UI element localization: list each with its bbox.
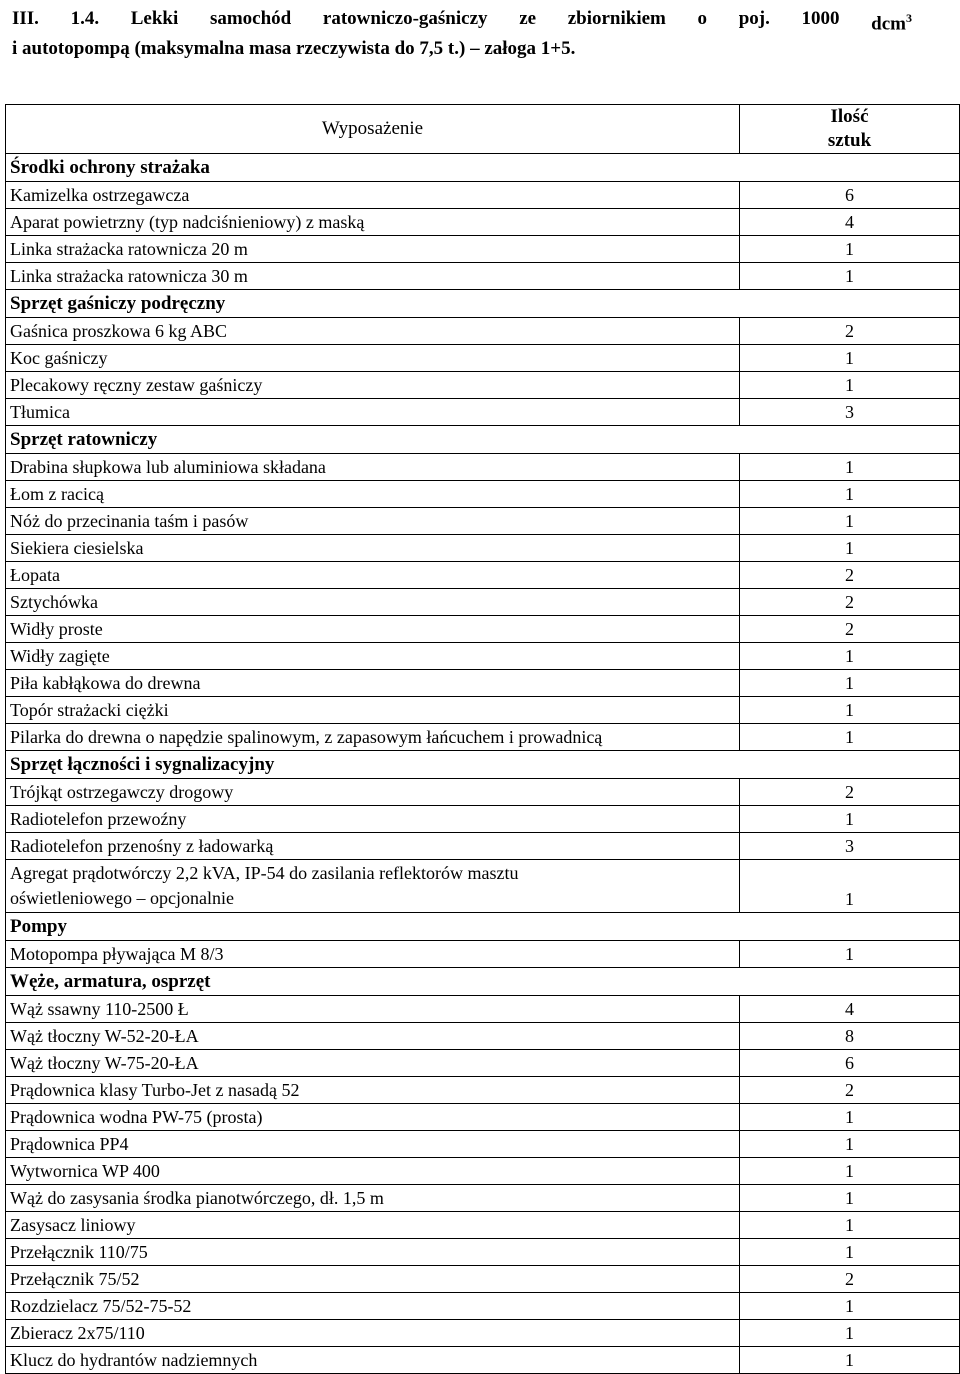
section-row xyxy=(6,154,960,182)
table-row xyxy=(6,697,960,724)
table-row xyxy=(6,263,960,290)
item-name: Przełącznik 110/75 xyxy=(6,1239,740,1266)
item-quantity: 1 xyxy=(740,1158,960,1185)
item-name: Linka strażacka ratownicza 30 m xyxy=(6,263,740,290)
item-quantity: 1 xyxy=(740,1212,960,1239)
item-name: Radiotelefon przenośny z ładowarką xyxy=(6,833,740,860)
item-name: Aparat powietrzny (typ nadciśnieniowy) z maską xyxy=(6,209,740,236)
table-row xyxy=(6,236,960,263)
item-name: Kamizelka ostrzegawcza xyxy=(6,182,740,209)
item-quantity: 6 xyxy=(740,1050,960,1077)
item-name: Klucz do hydrantów nadziemnych xyxy=(6,1347,740,1374)
table-row xyxy=(6,399,960,426)
title-word: ze xyxy=(519,8,537,29)
table-row xyxy=(6,318,960,345)
item-name: Nóż do przecinania taśm i pasów xyxy=(6,508,740,535)
document-title xyxy=(12,6,912,61)
item-quantity: 1 xyxy=(740,724,960,751)
table-row xyxy=(6,1212,960,1239)
item-name: Wąż tłoczny W-52-20-ŁA xyxy=(6,1023,740,1050)
table-row xyxy=(6,1185,960,1212)
table-row xyxy=(6,1104,960,1131)
table-row xyxy=(6,1023,960,1050)
item-quantity: 1 xyxy=(740,345,960,372)
item-quantity: 1 xyxy=(740,1104,960,1131)
section-row xyxy=(6,751,960,779)
header-equipment: Wyposażenie xyxy=(6,105,740,154)
table-row xyxy=(6,643,960,670)
item-quantity: 1 xyxy=(740,1293,960,1320)
header-quantity xyxy=(740,105,960,154)
table-row xyxy=(6,941,960,968)
table-row xyxy=(6,589,960,616)
section-row xyxy=(6,913,960,941)
title-word: 1.4. xyxy=(70,8,100,29)
section-heading: Sprzęt ratowniczy xyxy=(6,426,960,454)
title-unit-exponent: 3 xyxy=(906,11,912,25)
item-quantity: 8 xyxy=(740,1023,960,1050)
item-quantity: 1 xyxy=(740,372,960,399)
section-heading: Środki ochrony strażaka xyxy=(6,154,960,182)
table-row xyxy=(6,1131,960,1158)
item-name: Linka strażacka ratownicza 20 m xyxy=(6,236,740,263)
item-name-line2: oświetleniowego – opcjonalnie xyxy=(10,888,234,908)
item-quantity: 1 xyxy=(740,941,960,968)
item-quantity: 1 xyxy=(740,535,960,562)
item-name: Rozdzielacz 75/52-75-52 xyxy=(6,1293,740,1320)
table-row xyxy=(6,779,960,806)
item-quantity: 1 xyxy=(740,1347,960,1374)
item-quantity: 1 xyxy=(740,643,960,670)
item-quantity: 2 xyxy=(740,589,960,616)
item-name: Siekiera ciesielska xyxy=(6,535,740,562)
item-name: Motopompa pływająca M 8/3 xyxy=(6,941,740,968)
item-name: Plecakowy ręczny zestaw gaśniczy xyxy=(6,372,740,399)
table-row xyxy=(6,209,960,236)
table-row xyxy=(6,372,960,399)
item-name: Tłumica xyxy=(6,399,740,426)
item-quantity: 3 xyxy=(740,399,960,426)
table-row xyxy=(6,996,960,1023)
title-word: Lekki xyxy=(130,8,179,29)
item-quantity: 2 xyxy=(740,616,960,643)
item-name-line1: Agregat prądotwórczy 2,2 kVA, IP-54 do zasilania reflektorów masztu xyxy=(10,863,519,883)
table-row xyxy=(6,1158,960,1185)
table-row xyxy=(6,535,960,562)
item-quantity: 2 xyxy=(740,318,960,345)
item-name: Zasysacz liniowy xyxy=(6,1212,740,1239)
header-quantity-line2: sztuk xyxy=(827,130,872,151)
section-heading: Pompy xyxy=(6,913,960,941)
table-row xyxy=(6,345,960,372)
item-quantity: 1 xyxy=(740,1239,960,1266)
table-row xyxy=(6,724,960,751)
section-heading: Sprzęt gaśniczy podręczny xyxy=(6,290,960,318)
item-quantity: 2 xyxy=(740,1266,960,1293)
item-quantity: 1 xyxy=(740,1185,960,1212)
table-row xyxy=(6,454,960,481)
item-quantity: 1 xyxy=(740,454,960,481)
item-name: Łom z racicą xyxy=(6,481,740,508)
table-row xyxy=(6,508,960,535)
item-quantity: 6 xyxy=(740,182,960,209)
item-name: Wąż tłoczny W-75-20-ŁA xyxy=(6,1050,740,1077)
item-quantity: 1 xyxy=(740,670,960,697)
item-name: Łopata xyxy=(6,562,740,589)
item-name: Wąż ssawny 110-2500 Ł xyxy=(6,996,740,1023)
item-name: Topór strażacki ciężki xyxy=(6,697,740,724)
title-line-1 xyxy=(12,6,912,36)
table-row xyxy=(6,1050,960,1077)
table-row xyxy=(6,1320,960,1347)
title-unit: dcm xyxy=(871,13,906,35)
item-quantity: 1 xyxy=(740,806,960,833)
title-word: ratowniczo-gaśniczy xyxy=(322,8,488,29)
item-quantity: 1 xyxy=(740,860,960,913)
header-quantity-line1: Ilość xyxy=(830,106,869,127)
item-name: Pilarka do drewna o napędzie spalinowym, z zapasowym łańcuchem i prowadnicą xyxy=(6,724,740,751)
title-word: samochód xyxy=(209,8,292,29)
table-row xyxy=(6,860,960,913)
title-word: 1000 xyxy=(801,8,840,29)
title-word: o xyxy=(697,8,708,29)
item-quantity: 1 xyxy=(740,481,960,508)
table-row xyxy=(6,806,960,833)
table-row xyxy=(6,833,960,860)
table-row xyxy=(6,1077,960,1104)
item-quantity: 2 xyxy=(740,562,960,589)
table-row xyxy=(6,1266,960,1293)
table-header-row xyxy=(6,105,960,154)
item-name: Prądownica klasy Turbo-Jet z nasadą 52 xyxy=(6,1077,740,1104)
item-quantity: 2 xyxy=(740,1077,960,1104)
item-name: Przełącznik 75/52 xyxy=(6,1266,740,1293)
item-quantity: 1 xyxy=(740,508,960,535)
item-name: Wąż do zasysania środka pianotwórczego, dł. 1,5 m xyxy=(6,1185,740,1212)
title-word: poj. xyxy=(738,8,770,29)
item-name: Gaśnica proszkowa 6 kg ABC xyxy=(6,318,740,345)
item-name: Radiotelefon przewoźny xyxy=(6,806,740,833)
section-heading: Węże, armatura, osprzęt xyxy=(6,968,960,996)
section-row xyxy=(6,426,960,454)
item-quantity: 2 xyxy=(740,779,960,806)
table-row xyxy=(6,1239,960,1266)
table-row xyxy=(6,1293,960,1320)
item-quantity: 1 xyxy=(740,697,960,724)
item-name: Drabina słupkowa lub aluminiowa składana xyxy=(6,454,740,481)
item-quantity: 1 xyxy=(740,1320,960,1347)
equipment-table xyxy=(5,104,960,1374)
item-name: Sztychówka xyxy=(6,589,740,616)
table-row xyxy=(6,562,960,589)
item-name: Zbieracz 2x75/110 xyxy=(6,1320,740,1347)
table-row xyxy=(6,616,960,643)
item-quantity: 1 xyxy=(740,1131,960,1158)
item-name: Prądownica PP4 xyxy=(6,1131,740,1158)
item-name: Prądownica wodna PW-75 (prosta) xyxy=(6,1104,740,1131)
item-quantity: 1 xyxy=(740,263,960,290)
item-name: Widły zagięte xyxy=(6,643,740,670)
title-word: III. xyxy=(12,8,39,29)
section-row xyxy=(6,290,960,318)
title-line-2: i autotopompą (maksymalna masa rzeczywista do 7,5 t.) – załoga 1+5. xyxy=(12,38,576,60)
section-row xyxy=(6,968,960,996)
item-quantity: 3 xyxy=(740,833,960,860)
title-word: zbiornikiem xyxy=(567,8,666,29)
section-heading: Sprzęt łączności i sygnalizacyjny xyxy=(6,751,960,779)
item-name xyxy=(6,860,740,913)
item-quantity: 4 xyxy=(740,996,960,1023)
item-name: Widły proste xyxy=(6,616,740,643)
table-row xyxy=(6,1347,960,1374)
item-quantity: 1 xyxy=(740,236,960,263)
item-name: Wytwornica WP 400 xyxy=(6,1158,740,1185)
item-quantity: 4 xyxy=(740,209,960,236)
item-name: Koc gaśniczy xyxy=(6,345,740,372)
table-row xyxy=(6,481,960,508)
title-word-unit xyxy=(871,6,912,36)
table-row xyxy=(6,182,960,209)
table-row xyxy=(6,670,960,697)
item-name: Piła kabłąkowa do drewna xyxy=(6,670,740,697)
item-name: Trójkąt ostrzegawczy drogowy xyxy=(6,779,740,806)
